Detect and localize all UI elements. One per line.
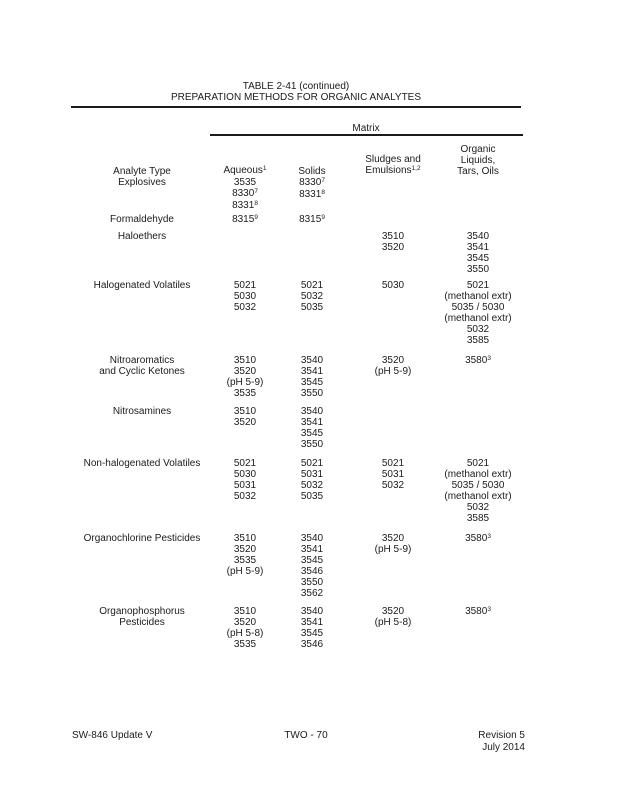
- cell-organic: [465, 533, 491, 545]
- cell-aqueous: [234, 280, 256, 313]
- method-code: 3520: [381, 606, 405, 617]
- method-code: 3550: [300, 577, 324, 588]
- method-code: 3540: [300, 355, 324, 366]
- method-code: 3546: [300, 639, 324, 650]
- method-code: 3545: [300, 555, 324, 566]
- method-code: (pH 5-8): [374, 617, 412, 628]
- method-code: 3540: [466, 231, 490, 242]
- method-code: 5031: [381, 469, 405, 480]
- method-code: 3545: [466, 253, 490, 264]
- footnote-ref: 7: [321, 176, 325, 184]
- method-code: 3520: [381, 355, 405, 366]
- method-code: 5035 / 5030: [451, 480, 505, 491]
- cell-solids: [301, 406, 323, 450]
- cell-aqueous: [232, 214, 258, 226]
- method-code: 8315$^9$: [299, 213, 325, 225]
- cell-aqueous: [234, 406, 256, 428]
- cell-analyte: [118, 231, 166, 242]
- cell-analyte: [113, 406, 171, 417]
- analyte-name: Organophosphorus: [99, 606, 185, 617]
- method-code: (methanol extr): [444, 469, 512, 480]
- cell-sludges: [375, 355, 412, 377]
- cell-aqueous: [227, 355, 264, 399]
- table-title-line2: PREPARATION METHODS FOR ORGANIC ANALYTES: [170, 92, 422, 103]
- method-code: (pH 5-9): [374, 544, 412, 555]
- column-header-line: Tars, Oils: [457, 166, 499, 177]
- method-code: 3510: [233, 533, 257, 544]
- method-code: 5030: [233, 469, 257, 480]
- footnote-ref: 7: [254, 187, 258, 195]
- method-code: 3585: [466, 513, 490, 524]
- method-code: 3585: [466, 335, 490, 346]
- method-code: 3540: [300, 533, 324, 544]
- analyte-name: Explosives: [118, 177, 166, 188]
- footer-revision-block: [478, 730, 525, 754]
- column-header-line: Sludges and: [365, 154, 421, 165]
- analyte-name: Formaldehyde: [110, 214, 174, 225]
- method-code: 3520: [233, 417, 257, 428]
- method-code: 3510: [233, 406, 257, 417]
- cell-analyte: [118, 177, 166, 188]
- table-row: [0, 533, 618, 599]
- analyte-name: Halogenated Volatiles: [93, 280, 191, 291]
- cell-sludges: [382, 231, 404, 253]
- method-code: 5021: [466, 458, 490, 469]
- analyte-name: Non-halogenated Volatiles: [83, 458, 201, 469]
- method-code: 3541: [300, 544, 324, 555]
- footnote-ref: 3: [487, 354, 491, 362]
- table-row: [0, 606, 618, 650]
- column-header-organic: [457, 144, 499, 177]
- method-code: 5021: [300, 458, 324, 469]
- table-row: [0, 214, 618, 225]
- cell-aqueous: [227, 533, 264, 577]
- method-code: 3546: [300, 566, 324, 577]
- cell-solids: [299, 177, 325, 201]
- method-code: (methanol extr): [444, 291, 512, 302]
- method-code: 3545: [300, 628, 324, 639]
- table-row: [0, 231, 618, 275]
- method-code: (pH 5-9): [226, 566, 264, 577]
- method-code: 5021: [233, 458, 257, 469]
- cell-aqueous: [227, 606, 264, 650]
- method-code: 3550: [300, 439, 324, 450]
- method-code: 5035: [300, 302, 324, 313]
- cell-analyte: [99, 606, 185, 628]
- cell-analyte: [84, 458, 201, 469]
- cell-sludges: [382, 458, 404, 491]
- cell-solids: [301, 280, 323, 313]
- method-code: 3510: [233, 606, 257, 617]
- method-code: 3535: [233, 388, 257, 399]
- column-header-line: Liquids,: [460, 155, 496, 166]
- method-code: 3545: [300, 377, 324, 388]
- method-code: 3535: [233, 639, 257, 650]
- footnote-ref: 9: [254, 213, 258, 221]
- column-header-line: Analyte Type: [113, 166, 171, 177]
- method-code: 3545: [300, 428, 324, 439]
- cell-analyte: [84, 533, 201, 544]
- cell-solids: [299, 214, 325, 226]
- table-row: [0, 458, 618, 524]
- method-code: 3541: [300, 617, 324, 628]
- method-code: 8330$^7$: [299, 176, 325, 188]
- cell-aqueous: [232, 177, 258, 212]
- footer-doc-id: SW-846 Update V: [72, 730, 153, 741]
- method-code: 3535: [233, 555, 257, 566]
- cell-organic: [467, 231, 489, 275]
- method-code: 8315$^9$: [232, 213, 258, 225]
- method-code: 5035: [300, 491, 324, 502]
- method-code: 5031: [300, 469, 324, 480]
- matrix-column-group-label: Matrix: [352, 123, 380, 134]
- method-code: (methanol extr): [444, 313, 512, 324]
- footnote-ref: 1: [262, 164, 267, 172]
- table-title-line1: TABLE 2-41 (continued): [242, 81, 350, 92]
- footer-page-number: TWO - 70: [284, 730, 328, 741]
- footnote-ref: 8: [254, 199, 258, 207]
- method-code: 3510: [381, 231, 405, 242]
- method-code: 3510: [233, 355, 257, 366]
- footnote-ref: 3: [487, 605, 491, 613]
- method-code: 3520: [381, 242, 405, 253]
- method-code: 3580$^3$: [465, 532, 491, 544]
- cell-aqueous: [234, 458, 256, 502]
- method-code: (pH 5-9): [374, 366, 412, 377]
- analyte-name: Nitrosamines: [112, 406, 172, 417]
- table-row: [0, 280, 618, 346]
- method-code: 5021: [466, 280, 490, 291]
- footer-date: July 2014: [482, 742, 525, 753]
- analyte-name: Pesticides: [119, 617, 165, 628]
- cell-organic: [465, 355, 491, 367]
- table-row: [0, 177, 618, 210]
- footnote-ref: 8: [321, 188, 325, 196]
- cell-organic: [444, 280, 511, 346]
- method-code: 3550: [300, 388, 324, 399]
- method-code: 3535: [233, 177, 257, 188]
- analyte-name: Nitroaromatics: [109, 355, 175, 366]
- method-code: 5032: [300, 480, 324, 491]
- column-header-analyte: [113, 166, 171, 177]
- method-code: 5031: [233, 480, 257, 491]
- column-header-sludges: [365, 154, 421, 177]
- cell-organic: [465, 606, 491, 618]
- analyte-name: and Cyclic Ketones: [99, 366, 185, 377]
- method-code: (methanol extr): [444, 491, 512, 502]
- cell-solids: [301, 355, 323, 399]
- method-code: 5032: [381, 480, 405, 491]
- cell-analyte: [110, 214, 174, 225]
- analyte-name: Haloethers: [117, 231, 167, 242]
- method-code: 5032: [233, 302, 257, 313]
- method-code: 3520: [233, 617, 257, 628]
- method-code: (pH 5-8): [226, 628, 264, 639]
- method-code: 3520: [233, 366, 257, 377]
- method-code: 3540: [300, 406, 324, 417]
- cell-analyte: [94, 280, 191, 291]
- method-code: 3520: [233, 544, 257, 555]
- cell-sludges: [382, 280, 404, 291]
- table-row: [0, 355, 618, 399]
- title-rule: [71, 106, 521, 108]
- method-code: 5032: [466, 502, 490, 513]
- method-code: 3541: [300, 417, 324, 428]
- table-row: [0, 406, 618, 450]
- method-code: 5032: [233, 491, 257, 502]
- method-code: 3541: [300, 366, 324, 377]
- method-code: 5032: [300, 291, 324, 302]
- method-code: 8330$^7$: [232, 187, 258, 199]
- method-code: 5021: [381, 458, 405, 469]
- method-code: 3562: [300, 588, 324, 599]
- footnote-ref: 9: [321, 213, 325, 221]
- footnote-ref: 3: [487, 532, 491, 540]
- analyte-name: Organochlorine Pesticides: [83, 533, 201, 544]
- table-body: [0, 177, 618, 650]
- method-code: 3540: [300, 606, 324, 617]
- column-header-line: Solids: [298, 166, 326, 177]
- method-code: 3580$^3$: [465, 354, 491, 366]
- cell-solids: [301, 458, 323, 502]
- method-code: 5032: [466, 324, 490, 335]
- cell-solids: [301, 606, 323, 650]
- cell-sludges: [375, 606, 412, 628]
- method-code: 8331$^8$: [232, 199, 258, 211]
- method-code: (pH 5-9): [226, 377, 264, 388]
- column-header-line: Emulsions$^{1,2}$: [365, 164, 421, 176]
- method-code: 5021: [300, 280, 324, 291]
- method-code: 3541: [466, 242, 490, 253]
- table-header-row: [0, 144, 618, 177]
- column-header-aqueous: [223, 165, 266, 177]
- method-code: 3520: [381, 533, 405, 544]
- method-code: 8331$^8$: [299, 188, 325, 200]
- method-code: 5030: [381, 280, 405, 291]
- footnote-ref: 1,2: [411, 164, 421, 172]
- column-header-line: Aqueous$^1$: [223, 164, 267, 176]
- method-code: 5035 / 5030: [451, 302, 505, 313]
- column-header-solids: [298, 166, 325, 177]
- method-code: 5021: [233, 280, 257, 291]
- table-title: [171, 81, 421, 103]
- method-code: 3550: [466, 264, 490, 275]
- column-header-line: Organic: [460, 144, 496, 155]
- cell-organic: [444, 458, 511, 524]
- cell-analyte: [99, 355, 185, 377]
- cell-sludges: [375, 533, 412, 555]
- method-code: 3580$^3$: [465, 605, 491, 617]
- footer-revision: Revision 5: [478, 730, 525, 741]
- matrix-rule: [210, 134, 523, 136]
- cell-solids: [301, 533, 323, 599]
- method-code: 5030: [233, 291, 257, 302]
